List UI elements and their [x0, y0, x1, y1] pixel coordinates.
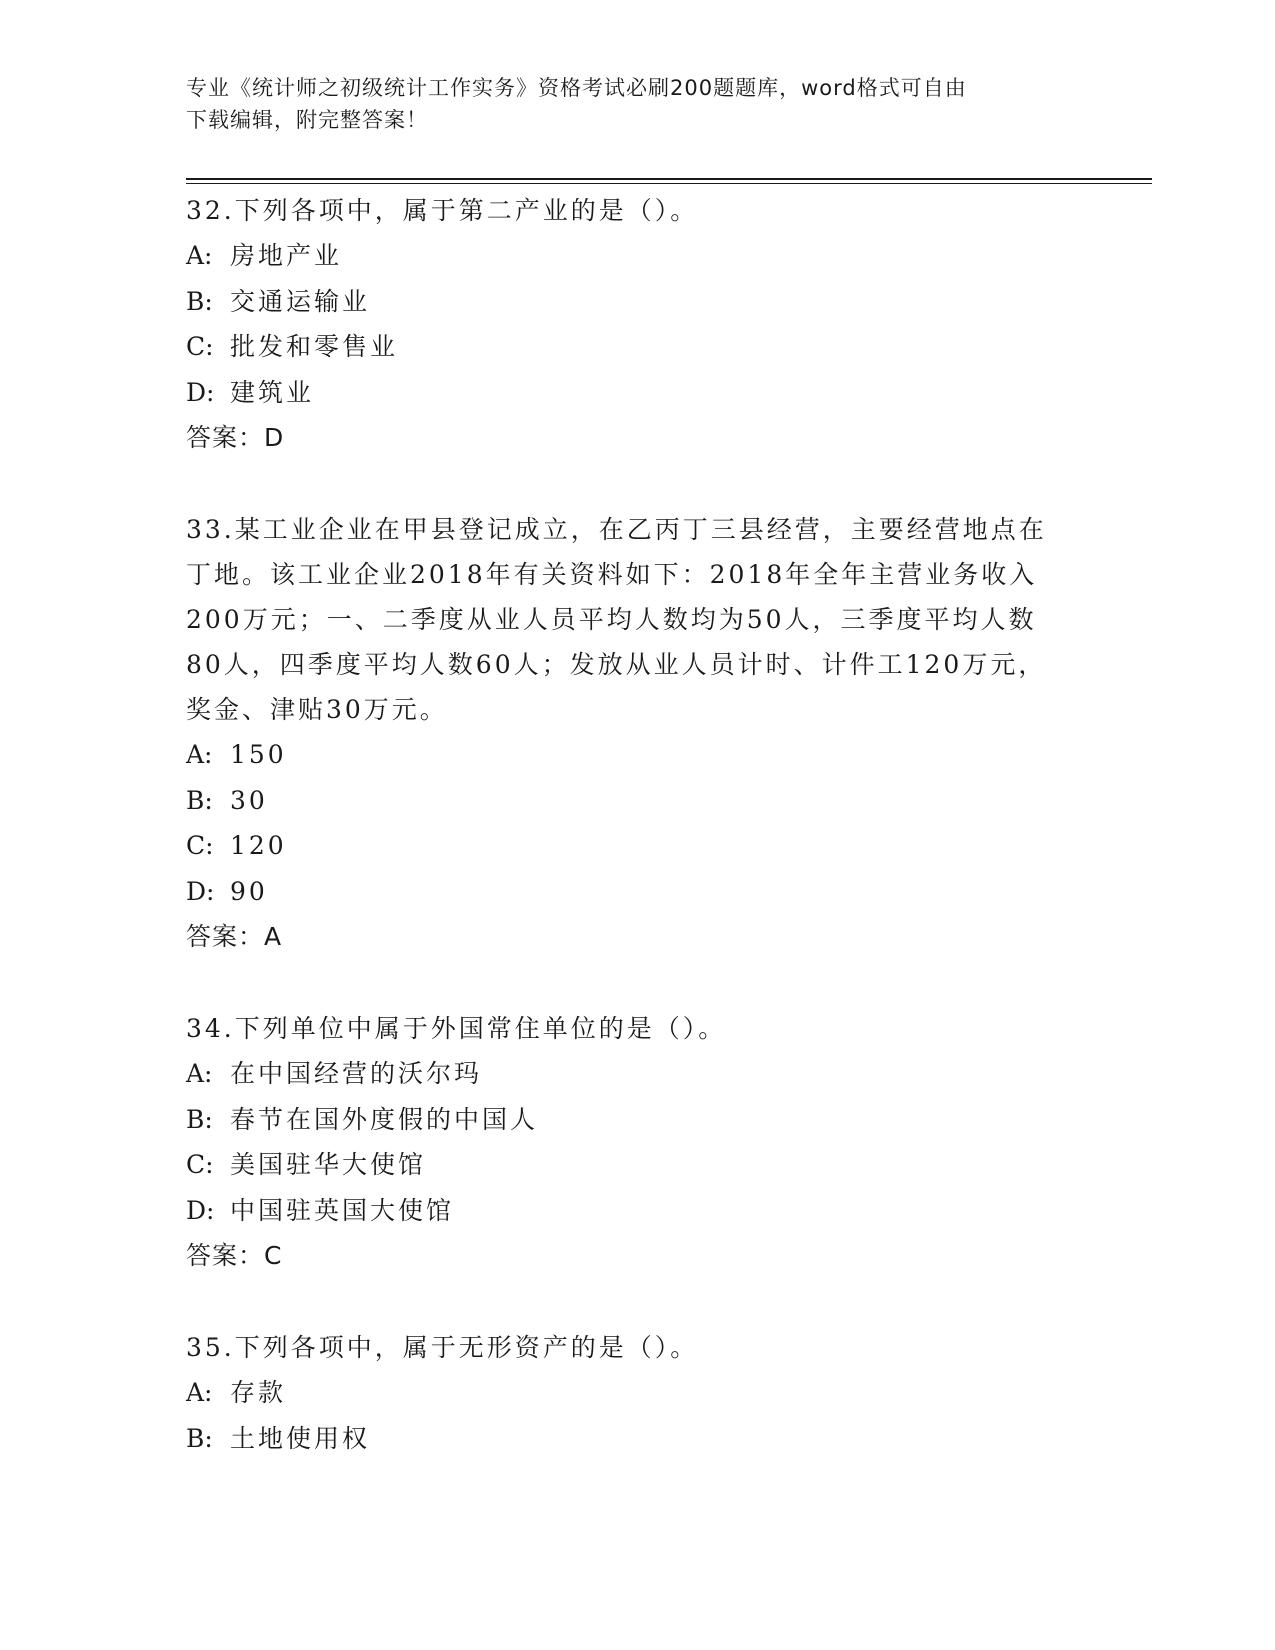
option-key: C: [186, 332, 214, 361]
option-text: 批发和零售业 [230, 332, 399, 361]
option-key: B: [186, 1423, 213, 1453]
option-d [186, 1188, 1086, 1234]
question-34 [186, 1006, 1086, 1278]
question-stem-line-3: 200万元；一、二季度从业人员平均人数均为50人，三季度平均人数 [186, 605, 1037, 634]
option-text: 30 [230, 785, 268, 815]
option-text: 房地产业 [230, 241, 343, 270]
option-text: 建筑业 [230, 377, 315, 407]
question-stem-line-2: 丁地。该工业企业2018年有关资料如下：2018年全年主营业务收入 [186, 560, 1038, 589]
answer-line: 答案：A [186, 922, 283, 951]
option-text: 交通运输业 [230, 286, 371, 316]
question-stem-line-5: 奖金、津贴30万元。 [186, 695, 448, 724]
option-a [186, 732, 1086, 778]
option-d [186, 370, 1086, 416]
option-key: D: [186, 1195, 215, 1225]
option-key: A: [186, 1059, 213, 1088]
option-key: A: [186, 1378, 213, 1407]
option-text: 土地使用权 [230, 1423, 371, 1453]
document-header [186, 72, 1066, 136]
option-key: C: [186, 831, 214, 860]
question-stem-line-4: 80人，四季度平均人数60人；发放从业人员计时、计件工120万元， [186, 650, 1047, 679]
answer-line: 答案：C [186, 1241, 283, 1270]
option-key: D: [186, 377, 215, 407]
option-key: D: [186, 876, 215, 906]
header-divider-thick [186, 178, 1152, 180]
option-text: 中国驻英国大使馆 [230, 1195, 455, 1225]
option-b [186, 1097, 1086, 1143]
option-c [186, 823, 1086, 869]
option-c [186, 1142, 1086, 1188]
option-text: 美国驻华大使馆 [230, 1150, 427, 1179]
header-line-1: 专业《统计师之初级统计工作实务》资格考试必刷200题题库，word格式可自由 [186, 76, 967, 100]
option-a [186, 233, 1086, 279]
option-text: 150 [230, 740, 287, 769]
option-key: B: [186, 286, 213, 316]
option-a [186, 1051, 1086, 1097]
option-text: 春节在国外度假的中国人 [230, 1104, 539, 1134]
option-key: A: [186, 740, 213, 769]
option-d [186, 869, 1086, 915]
option-c [186, 324, 1086, 370]
option-text: 120 [230, 831, 287, 860]
option-key: A: [186, 241, 213, 270]
question-stem: 32.下列各项中，属于第二产业的是（）。 [186, 196, 699, 225]
option-text: 在中国经营的沃尔玛 [230, 1059, 483, 1088]
option-b [186, 1416, 1086, 1462]
question-stem: 35.下列各项中，属于无形资产的是（）。 [186, 1333, 699, 1362]
option-key: B: [186, 1104, 213, 1134]
question-list [186, 188, 1086, 1508]
header-divider-thin [186, 183, 1152, 184]
question-35 [186, 1325, 1086, 1461]
option-text: 90 [230, 876, 268, 906]
question-33 [186, 507, 1086, 959]
question-32 [186, 188, 1086, 460]
option-text: 存款 [230, 1378, 287, 1407]
header-line-2: 下载编辑，附完整答案！ [186, 108, 428, 132]
answer-line: 答案：D [186, 423, 285, 452]
option-a [186, 1370, 1086, 1416]
option-b [186, 279, 1086, 325]
option-key: B: [186, 785, 213, 815]
question-stem: 34.下列单位中属于外国常住单位的是（）。 [186, 1014, 727, 1043]
question-stem-line-1: 33.某工业企业在甲县登记成立，在乙丙丁三县经营，主要经营地点在 [186, 515, 1047, 544]
option-b [186, 778, 1086, 824]
option-key: C: [186, 1150, 214, 1179]
